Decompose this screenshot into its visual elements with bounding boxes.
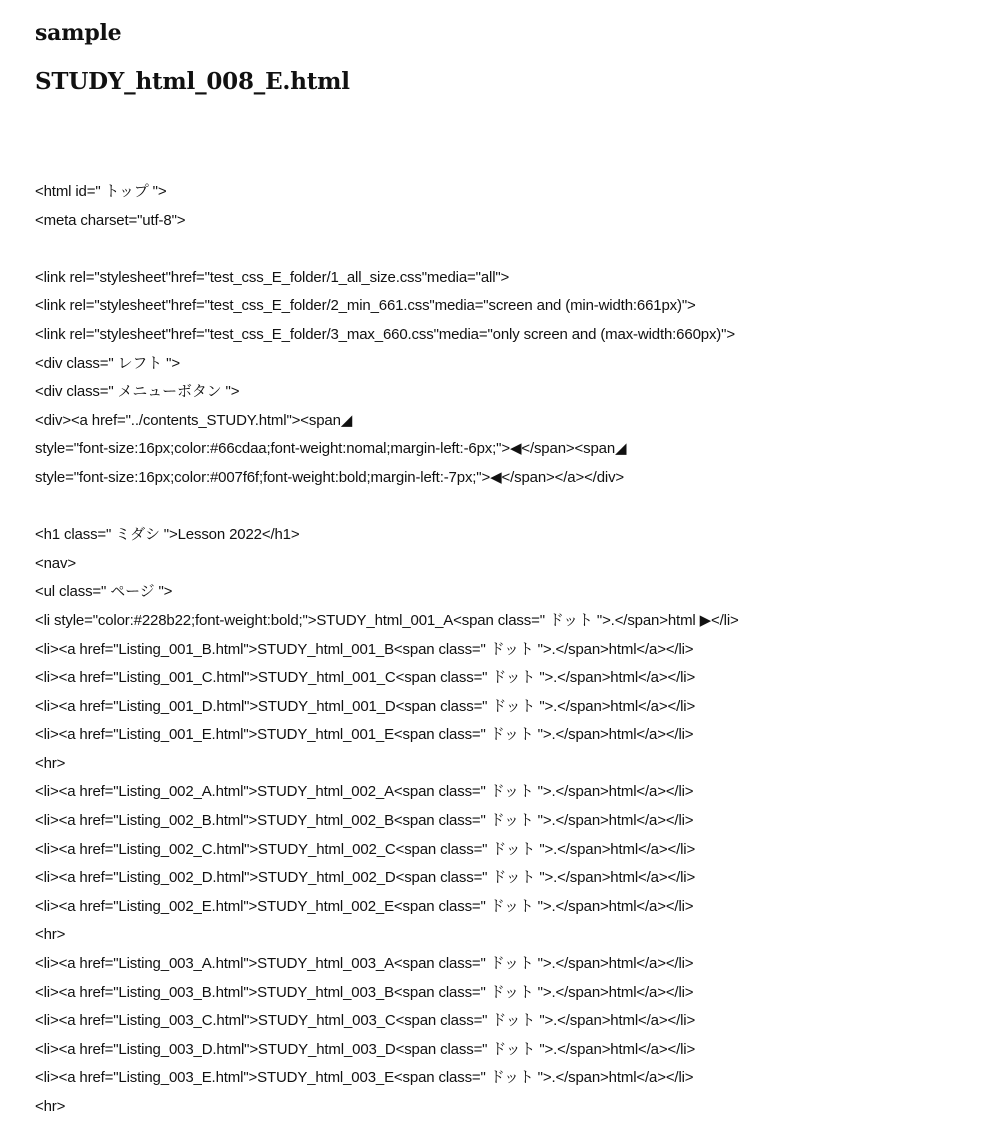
code-line: style="font-size:16px;color:#66cdaa;font-weight:nomal;margin-left:-6px;">◀</span><span◢ (35, 440, 627, 458)
code-line: <li><a href="Listing_002_A.html">STUDY_html_002_A<span class=" ドット ">.</span>html</a></li> (35, 783, 694, 801)
code-line: <li><a href="Listing_002_D.html">STUDY_html_002_D<span class=" ドット ">.</span>html</a></li> (35, 869, 696, 887)
page-title: STUDY_html_008_E.html (35, 68, 350, 95)
code-line: <html id=" トップ "> (35, 183, 167, 200)
code-line: <li><a href="Listing_001_B.html">STUDY_html_001_B<span class=" ドット ">.</span>html</a></li> (35, 640, 694, 658)
code-line: <hr> (35, 926, 66, 944)
code-line: <link rel="stylesheet"href="test_css_E_folder/1_all_size.css"media="all"> (35, 268, 510, 286)
code-line: <div><a href="../contents_STUDY.html"><span◢ (35, 411, 353, 429)
code-line: <li><a href="Listing_003_E.html">STUDY_html_003_E<span class=" ドット ">.</span>html</a></li> (35, 1069, 694, 1087)
code-line: <li><a href="Listing_002_C.html">STUDY_html_002_C<span class=" ドット ">.</span>html</a></li> (35, 840, 696, 858)
code-line: <h1 class=" ミダシ ">Lesson 2022</h1> (35, 526, 300, 544)
code-line: <meta charset="utf-8"> (35, 211, 186, 229)
code-line: <link rel="stylesheet"href="test_css_E_folder/3_max_660.css"media="only screen and (max-width:660px)"> (35, 325, 735, 343)
code-line: <li><a href="Listing_002_B.html">STUDY_html_002_B<span class=" ドット ">.</span>html</a></li> (35, 812, 694, 830)
blank-line (35, 493, 975, 522)
code-line: <li><a href="Listing_003_B.html">STUDY_html_003_B<span class=" ドット ">.</span>html</a></li> (35, 983, 694, 1001)
code-line: <li><a href="Listing_003_A.html">STUDY_html_003_A<span class=" ドット ">.</span>html</a></li> (35, 955, 694, 973)
sample-label: sample (35, 20, 122, 46)
code-line: <li><a href="Listing_001_C.html">STUDY_html_001_C<span class=" ドット ">.</span>html</a></li> (35, 669, 696, 687)
code-line: <li><a href="Listing_001_E.html">STUDY_html_001_E<span class=" ドット ">.</span>html</a></li> (35, 726, 694, 744)
blank-line (35, 235, 975, 264)
source-code-listing (35, 178, 975, 1122)
code-line: <hr> (35, 754, 66, 772)
code-line: <ul class=" ページ "> (35, 583, 173, 601)
code-line: <div class=" メニューボタン "> (35, 383, 240, 401)
code-line: <li><a href="Listing_002_E.html">STUDY_html_002_E<span class=" ドット ">.</span>html</a></li> (35, 897, 694, 915)
code-line: <li><a href="Listing_003_C.html">STUDY_html_003_C<span class=" ドット ">.</span>html</a></li> (35, 1012, 696, 1030)
code-line: <div class=" レフト "> (35, 354, 180, 372)
code-line: <li style="color:#228b22;font-weight:bold;">STUDY_html_001_A<span class=" ドット ">.</span>html ▶</li> (35, 611, 739, 629)
code-line: <link rel="stylesheet"href="test_css_E_folder/2_min_661.css"media="screen and (min-width:661px)"> (35, 297, 696, 315)
code-line: <nav> (35, 554, 76, 572)
code-line: style="font-size:16px;color:#007f6f;font-weight:bold;margin-left:-7px;">◀</span></a></div> (35, 468, 625, 486)
code-line: <li><a href="Listing_003_D.html">STUDY_html_003_D<span class=" ドット ">.</span>html</a></li> (35, 1040, 696, 1058)
code-line: <hr> (35, 1098, 66, 1115)
code-line: <li><a href="Listing_001_D.html">STUDY_html_001_D<span class=" ドット ">.</span>html</a></li> (35, 697, 696, 715)
